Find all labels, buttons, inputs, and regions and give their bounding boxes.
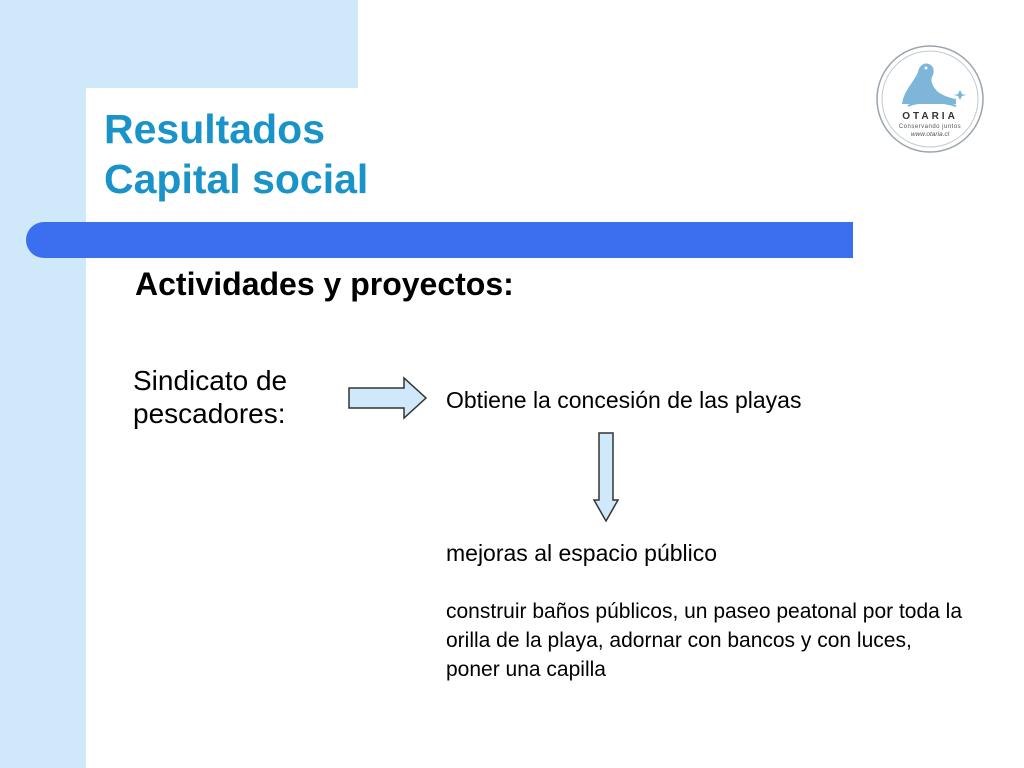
subtitle-activities: Actividades y proyectos: <box>135 266 514 302</box>
top-decorative-block <box>0 0 358 88</box>
logo-tagline: Conservando juntos <box>898 124 962 130</box>
improvement-text: mejoras al espacio público <box>446 540 718 566</box>
left-decorative-band <box>0 0 86 768</box>
result-text: Obtiene la concesión de las playas <box>446 387 802 413</box>
logo-name: OTARIA <box>902 111 958 122</box>
slide-title <box>104 104 368 204</box>
arrow-down-icon <box>593 432 619 522</box>
logo-url: www.otaria.cl <box>910 131 950 138</box>
arrow-right-icon <box>348 376 428 420</box>
actor-label: Sindicato de pescadores: <box>133 365 288 429</box>
otaria-logo <box>874 44 986 154</box>
title-line-social-capital: Capital social <box>104 156 369 202</box>
title-line-results: Resultados <box>104 106 325 152</box>
accent-bar <box>26 222 853 258</box>
details-text: construir baños públicos, un paseo peatonal por toda la orilla de la playa, adornar con bancos y con luces, poner una capilla <box>446 600 963 681</box>
